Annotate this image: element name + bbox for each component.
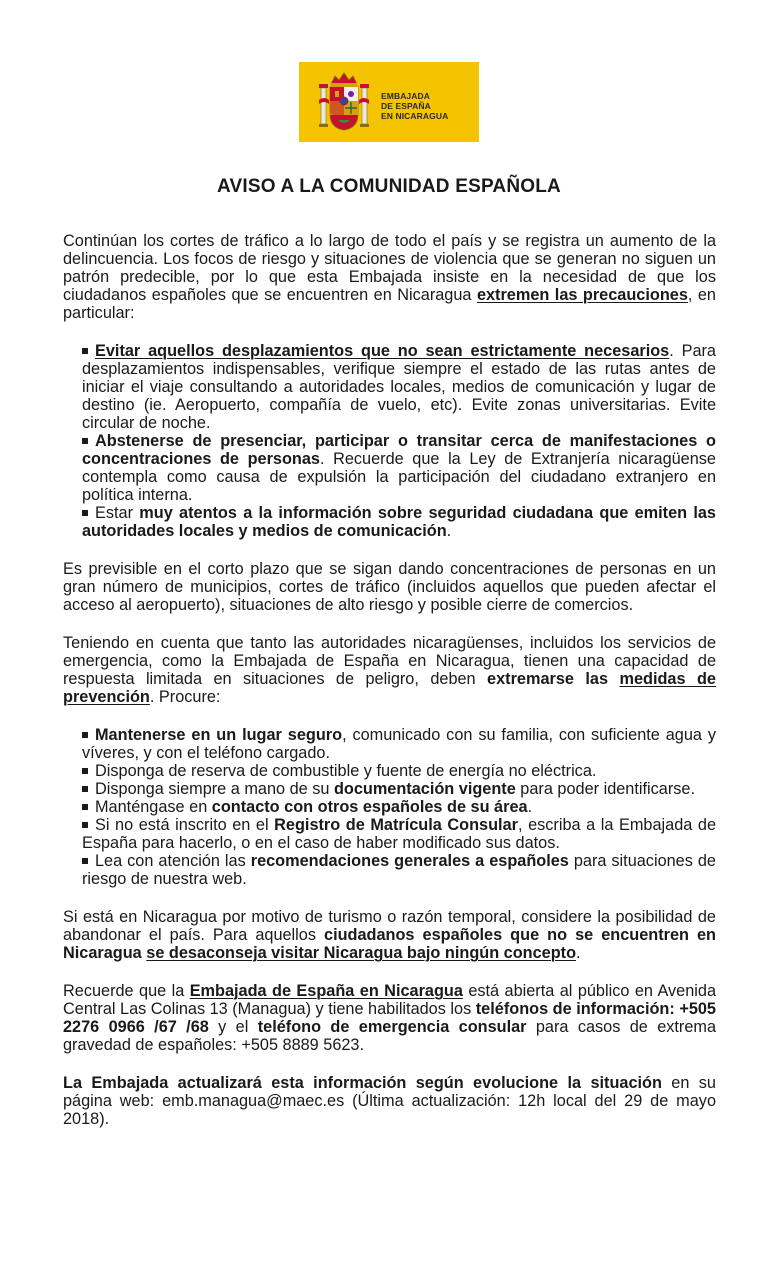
- list-item: [82, 798, 716, 816]
- notice-body: [63, 232, 716, 1148]
- list-item: [82, 726, 716, 762]
- emphasis: muy atentos a la información sobre seguridad ciudadana que emiten las autoridades locales y medios de comunicación: [82, 504, 716, 540]
- text: para situaciones de riesgo de nuestra web.: [82, 852, 716, 888]
- list-item: [82, 816, 716, 852]
- text: y el: [208, 1018, 258, 1036]
- emphasis: medidas de prevención: [63, 670, 716, 706]
- text: Manténgase en: [95, 798, 212, 816]
- text: Disponga de reserva de combustible y fuente de energía no eléctrica.: [95, 762, 597, 780]
- bullet-icon: [82, 768, 88, 774]
- text: Si no está inscrito en el: [95, 816, 275, 834]
- emphasis: Abstenerse de presenciar, participar o transitar cerca de manifestaciones o concentraciones de personas: [82, 432, 716, 468]
- text: , en particular:: [63, 286, 716, 322]
- emphasis: teléfono de emergencia consular: [257, 1018, 527, 1036]
- paragraph-forecast: Es previsible en el corto plazo que se sigan dando concentraciones de personas en un gran número de municipios, cortes de tráfico (incluidos aquellos que pueden afectar el acceso al aeropuerto), situaciones de alto riesgo y posible cierre de comercios.: [63, 560, 716, 614]
- list-item: [82, 852, 716, 888]
- paragraph-tourism: [63, 908, 716, 962]
- text: . Procure:: [149, 688, 221, 706]
- emphasis: se desaconseja visitar Nicaragua bajo ningún concepto: [146, 944, 577, 962]
- emphasis: teléfonos de información: +505 2276 0966 /67 /68: [63, 1000, 716, 1036]
- list-item: [82, 432, 716, 504]
- text: Lea con atención las: [95, 852, 251, 870]
- emphasis: Mantenerse en un lugar seguro: [95, 726, 343, 744]
- text: .: [446, 522, 452, 540]
- paragraph-update: [63, 1074, 716, 1128]
- list-item: [82, 342, 716, 432]
- paragraph-contact: [63, 982, 716, 1054]
- precautions-list: [63, 342, 716, 540]
- logo-line: EN NICARAGUA: [381, 111, 449, 121]
- text: para casos de extrema gravedad de españoles: +505 8889 5623.: [63, 1018, 717, 1054]
- recommendations-list: [63, 726, 716, 888]
- bullet-icon: [82, 732, 88, 738]
- emphasis: extremen las precauciones: [476, 286, 688, 304]
- bullet-icon: [82, 858, 88, 864]
- bullet-icon: [82, 348, 88, 354]
- logo-text: [381, 91, 448, 121]
- embassy-logo: [299, 62, 479, 142]
- text: Estar: [95, 504, 140, 522]
- text: , comunicado con su familia, con suficiente agua y víveres, y con el teléfono cargado.: [82, 726, 716, 762]
- list-item: [82, 780, 716, 798]
- text: está abierta al público en Avenida Central Las Colinas 13 (Managua) y tiene habilitados los: [63, 982, 716, 1018]
- text: .: [576, 944, 581, 962]
- text: en su página web: emb.managua@maec.es (Última actualización: 12h local del 29 de mayo 2018).: [63, 1074, 716, 1128]
- list-item: [82, 762, 716, 780]
- emphasis: Registro de Matrícula Consular: [274, 816, 518, 834]
- emphasis: ciudadanos españoles que no se encuentren en Nicaragua: [63, 926, 716, 962]
- text: . Para desplazamientos indispensables, verifique siempre el estado de las rutas antes de iniciar el viaje consultando a autoridades locales, medios de comunicación y lugar de destino (ie. Aeropuerto, compañía de vuelo, etc). Evite zonas universitarias. Evite circular de noche.: [82, 342, 716, 432]
- bullet-icon: [82, 786, 88, 792]
- emphasis: contacto con otros españoles de su área: [211, 798, 528, 816]
- emphasis: Embajada de España en Nicaragua: [189, 982, 463, 1000]
- emphasis: Evitar aquellos desplazamientos que no sean estrictamente necesarios: [95, 342, 670, 360]
- bullet-icon: [82, 510, 88, 516]
- bullet-icon: [82, 822, 88, 828]
- logo-line: DE ESPAÑA: [381, 101, 431, 111]
- paragraph-intro: [63, 232, 716, 322]
- emphasis: documentación vigente: [333, 780, 516, 798]
- text: , escriba a la Embajada de España para hacerlo, o en el caso de haber modificado sus datos.: [82, 816, 716, 852]
- logo-line: EMBAJADA: [381, 91, 430, 101]
- emphasis: La Embajada actualizará esta información según evolucione la situación: [63, 1074, 662, 1092]
- text: Continúan los cortes de tráfico a lo largo de todo el país y se registra un aumento de la delincuencia. Los focos de riesgo y situaciones de violencia que se generan no siguen un patrón predecible, por lo que esta Embajada insiste en la necesidad de que los ciudadanos españoles que se encuentren en Nicaragua: [63, 232, 716, 304]
- bullet-icon: [82, 438, 88, 444]
- text: Disponga siempre a mano de su: [95, 780, 334, 798]
- text: . Recuerde que la Ley de Extranjería nicaragüense contempla como causa de expulsión la participación del ciudadano extranjero en política interna.: [82, 450, 716, 504]
- text: Si está en Nicaragua por motivo de turismo o razón temporal, considere la posibilidad de abandonar el país. Para aquellos: [63, 908, 716, 944]
- paragraph-capacity: [63, 634, 716, 706]
- emphasis: recomendaciones generales a españoles: [250, 852, 569, 870]
- emphasis: extremarse las: [487, 670, 620, 688]
- text: Teniendo en cuenta que tanto las autoridades nicaragüenses, incluidos los servicios de emergencia, como la Embajada de España en Nicaragua, tienen una capacidad de respuesta limitada en situaciones de peligro, deben: [63, 634, 716, 688]
- text: .: [527, 798, 533, 816]
- list-item: [82, 504, 716, 540]
- page-title: AVISO A LA COMUNIDAD ESPAÑOLA: [217, 176, 561, 197]
- bullet-icon: [82, 804, 88, 810]
- text: Recuerde que la: [63, 982, 190, 1000]
- coat-of-arms-icon: [319, 70, 369, 134]
- text: para poder identificarse.: [515, 780, 695, 798]
